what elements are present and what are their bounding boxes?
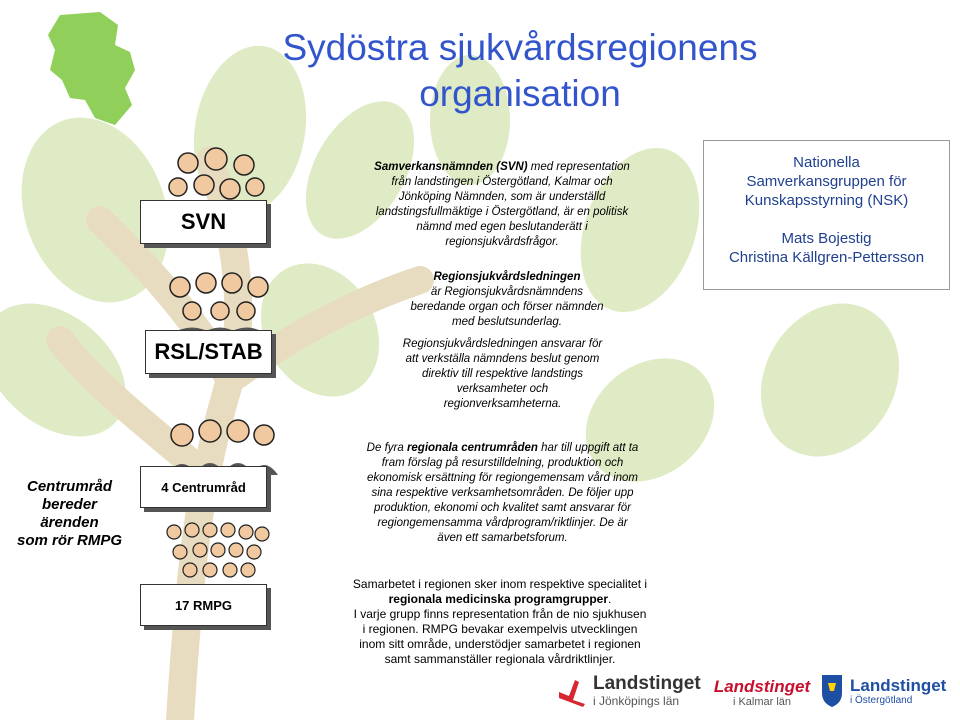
side-label-line: ärenden [40, 514, 99, 531]
rsl-task-description [385, 337, 620, 412]
page-title [260, 25, 780, 117]
rmpg-box [140, 584, 267, 626]
nsk-title [704, 153, 949, 210]
side-label-line: som rör RMPG [16, 532, 122, 549]
centrum-desc-line: fram förslag på resurstilldelning, produktion och [381, 457, 624, 469]
region-map-icon [40, 10, 150, 130]
rmpg-desc-line: samt sammanställer regionala vårdriktlinjer. [384, 652, 616, 666]
centrum-desc-part: har till uppgift att ta [537, 442, 639, 454]
centrum-desc-bold: regionala centrumråden [406, 442, 538, 454]
svn-desc-line: regionsjukvårdsfrågor. [445, 236, 559, 248]
rsl-task-line: verksamheter och [456, 383, 549, 395]
svn-desc-line: nämnd med egen beslutanderätt i [416, 221, 588, 233]
nsk-box [703, 140, 950, 290]
rsl-stab-box-label: RSL/STAB [154, 339, 263, 364]
svn-desc-line: från landstingen i Östergötland, Kalmar och [391, 176, 613, 188]
rmpg-desc-line: I varje grupp finns representation från de nio sjukhusen [353, 607, 647, 621]
side-label-line: Centrumråd [26, 478, 112, 495]
centrum-description [350, 441, 655, 546]
centrum-desc-line: ekonomisk ersättning för regiongemensam vård inom [366, 472, 639, 484]
rmpg-box-label: 17 RMPG [174, 597, 233, 613]
centrum-desc-part: De fyra [366, 442, 407, 454]
rsl-people-illustration [160, 265, 280, 335]
centrum-desc-line: även ett samarbetsforum. [437, 532, 568, 544]
title-line-1: Sydöstra sjukvårdsregionens [282, 27, 758, 68]
rsl-description [392, 270, 622, 330]
centrumrad-side-label [12, 478, 127, 550]
logo-jonkoping [555, 668, 705, 714]
nsk-title-line: Nationella [793, 154, 860, 171]
ostergotland-logo-name: Landstinget [850, 675, 947, 695]
nsk-member: Christina Källgren-Pettersson [728, 249, 925, 266]
nsk-member: Mats Bojestig [781, 230, 872, 247]
jonkoping-cross-icon [555, 674, 589, 708]
svn-box [140, 200, 267, 244]
rsl-desc-bold: Regionsjukvårdsledningen [433, 271, 581, 283]
rsl-desc-line: med beslutsunderlag. [452, 316, 562, 328]
logo-kalmar [712, 670, 812, 716]
kalmar-logo-sub: i Kalmar län [732, 696, 792, 708]
centrum-desc-line: sina respektive verksamhetsområden. De följer upp [371, 487, 634, 499]
nsk-title-line: Samverkansgruppen för [746, 173, 907, 190]
rsl-desc-line: är Regionsjukvårdsnämndens [430, 286, 584, 298]
rmpg-description [345, 577, 655, 667]
rmpg-people-illustration [160, 520, 275, 585]
jonkoping-logo-sub: i Jönköpings län [593, 694, 680, 708]
rmpg-desc-line: inom sitt område, understödjer samarbetet i regionen [359, 637, 641, 651]
ostergotland-griffin-icon [818, 673, 846, 709]
title-line-2: organisation [419, 73, 621, 114]
svn-desc-line: Jönköping Nämnden, som är underställd [398, 191, 606, 203]
svn-desc-line: landstingsfullmäktige i Östergötland, är en politisk [375, 206, 629, 218]
rsl-task-line: regionverksamheterna. [443, 398, 562, 410]
rsl-task-line: att verkställa nämndens beslut genom [405, 353, 600, 365]
svn-description [352, 160, 652, 250]
rmpg-desc-part: . [608, 592, 612, 606]
rsl-desc-line: beredande organ och förser nämnden [410, 301, 604, 313]
rmpg-desc-bold: regionala medicinska programgrupper [388, 592, 609, 606]
svn-box-label: SVN [180, 209, 227, 234]
rmpg-desc-line: i regionen. RMPG bevakar exempelvis utvecklingen [362, 622, 638, 636]
kalmar-logo-name: Landstinget [713, 677, 811, 696]
centrum-people-illustration [160, 405, 280, 475]
centrumrad-box [140, 466, 267, 508]
nsk-title-line: Kunskapsstyrning (NSK) [744, 192, 909, 209]
side-label-line: bereder [41, 496, 98, 513]
svn-desc-line: med representation [527, 161, 630, 173]
jonkoping-logo-name: Landstinget [593, 673, 701, 694]
rsl-task-line: direktiv till respektive landstings [421, 368, 584, 380]
logo-ostergotland [818, 668, 958, 714]
rsl-stab-box [145, 330, 272, 374]
rmpg-desc-line: Samarbetet i regionen sker inom respektive specialitet i [352, 577, 648, 591]
centrumrad-box-label: 4 Centrumråd [161, 479, 246, 495]
ostergotland-logo-sub: i Östergötland [850, 694, 913, 706]
svn-desc-bold: Samverkansnämnden (SVN) [374, 161, 528, 173]
centrum-desc-line: regiongemensamma vårdprogram/riktlinjer. De är [377, 517, 628, 529]
rsl-task-line: Regionsjukvårdsledningen ansvarar för [402, 338, 603, 350]
centrum-desc-line: produktion, ekonomi och kvalitet samt ansvarar för [374, 502, 631, 514]
